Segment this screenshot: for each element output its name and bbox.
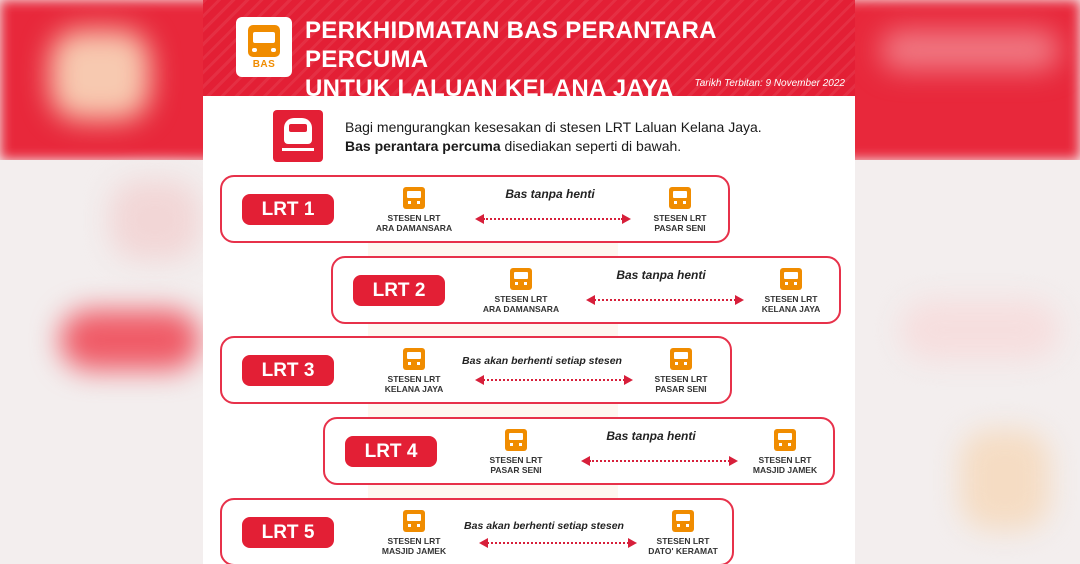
route-card-lrt3 [220, 336, 732, 404]
route-label: LRT 5 [242, 517, 334, 548]
route-label: LRT 2 [353, 275, 445, 306]
route-label: LRT 4 [345, 436, 437, 467]
bus-stop-icon [403, 348, 425, 370]
station-type: STESEN LRT [654, 374, 708, 384]
station-label [359, 374, 469, 394]
two-way-arrow-icon [586, 295, 744, 305]
route-card-lrt4 [323, 417, 835, 485]
station-type: STESEN LRT [387, 536, 441, 546]
background-blob [960, 430, 1050, 530]
background-blob [110, 180, 200, 260]
intro-rest: disediakan seperti di bawah. [500, 138, 682, 154]
station-type: STESEN LRT [653, 213, 707, 223]
route-card-lrt1 [220, 175, 730, 243]
station-name: KELANA JAYA [384, 384, 444, 394]
header-banner [203, 0, 855, 102]
bus-icon-label: BAS [252, 59, 276, 70]
background-blob [900, 300, 1060, 360]
page-title [305, 16, 845, 103]
bus-window [253, 32, 275, 43]
train-front [284, 118, 312, 144]
two-way-arrow-icon [475, 375, 633, 385]
station-name: PASAR SENI [654, 223, 706, 233]
service-type: Bas akan berhenti setiap stesen [464, 520, 624, 532]
station-name: DATO' KERAMAT [648, 546, 718, 556]
station-name: MASJID JAMEK [381, 546, 447, 556]
station-name: PASAR SENI [490, 465, 542, 475]
station-type: STESEN LRT [764, 294, 818, 304]
station-label [359, 213, 469, 233]
station-name: ARA DAMANSARA [482, 304, 560, 314]
station-type: STESEN LRT [387, 374, 441, 384]
publish-date: Tarikh Terbitan: 9 November 2022 [694, 78, 845, 89]
intro-bold: Bas perantara percuma [345, 138, 501, 154]
service-type: Bas tanpa henti [616, 268, 706, 282]
station-name: MASJID JAMEK [752, 465, 818, 475]
station-label [461, 455, 571, 475]
intro-text [345, 118, 845, 156]
two-way-arrow-icon [475, 214, 631, 224]
station-label [359, 536, 469, 556]
station-label [730, 455, 840, 475]
infographic-card [203, 0, 855, 564]
bus-stop-icon [780, 268, 802, 290]
station-label [626, 374, 736, 394]
intro-line-2 [345, 137, 845, 156]
bus-stop-icon [670, 348, 692, 370]
bus-body [248, 25, 280, 57]
train-window [289, 124, 307, 132]
bus-stop-icon [774, 429, 796, 451]
train-track [282, 148, 314, 151]
title-line-1: PERKHIDMATAN BAS PERANTARA PERCUMA [305, 17, 716, 73]
title-line-2: UNTUK LALUAN KELANA JAYA [305, 75, 674, 102]
bus-stop-icon [403, 510, 425, 532]
two-way-arrow-icon [581, 456, 738, 466]
station-label [736, 294, 846, 314]
station-name: PASAR SENI [655, 384, 707, 394]
service-type: Bas akan berhenti setiap stesen [462, 355, 622, 367]
bus-stop-icon [505, 429, 527, 451]
bus-stop-icon [403, 187, 425, 209]
service-type: Bas tanpa henti [606, 429, 696, 443]
bus-icon [236, 17, 292, 77]
station-name: ARA DAMANSARA [375, 223, 453, 233]
route-card-lrt5 [220, 498, 734, 564]
route-label: LRT 3 [242, 355, 334, 386]
background-blob [880, 30, 1060, 70]
station-name: KELANA JAYA [761, 304, 821, 314]
station-label [625, 213, 735, 233]
station-type: STESEN LRT [494, 294, 548, 304]
bus-stop-icon [672, 510, 694, 532]
route-card-lrt2 [331, 256, 841, 324]
intro-line-1: Bagi mengurangkan kesesakan di stesen LRT Laluan Kelana Jaya. [345, 119, 762, 135]
station-type: STESEN LRT [387, 213, 441, 223]
bus-stop-icon [510, 268, 532, 290]
bus-headlight [252, 48, 257, 52]
background-blob [50, 30, 150, 120]
station-type: STESEN LRT [489, 455, 543, 465]
station-type: STESEN LRT [656, 536, 710, 546]
two-way-arrow-icon [479, 538, 637, 548]
station-type: STESEN LRT [758, 455, 812, 465]
train-icon [273, 110, 323, 162]
station-label [466, 294, 576, 314]
service-type: Bas tanpa henti [505, 187, 595, 201]
background-blob [60, 310, 200, 370]
route-label: LRT 1 [242, 194, 334, 225]
bus-stop-icon [669, 187, 691, 209]
station-label [628, 536, 738, 556]
bus-headlight [271, 48, 276, 52]
